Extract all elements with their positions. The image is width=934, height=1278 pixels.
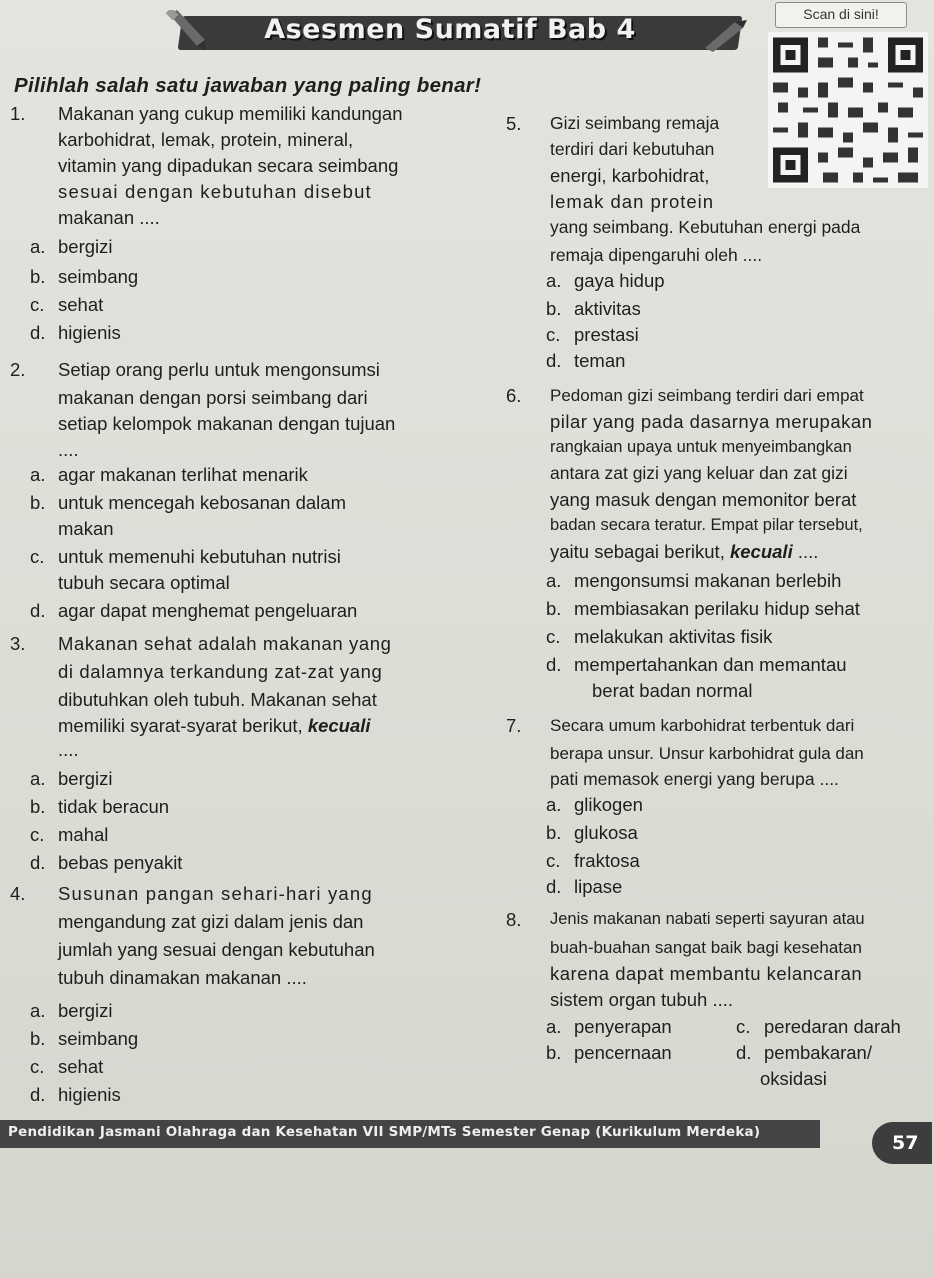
option-text: oksidasi: [760, 1068, 827, 1089]
question-line: yaitu sebagai berikut, kecuali ....: [550, 541, 819, 562]
footer: [0, 1118, 820, 1150]
answer-option[interactable]: [30, 464, 308, 486]
question-line: setiap kelompok makanan dengan tujuan: [58, 413, 396, 434]
option-text: glukosa: [574, 822, 638, 843]
option-letter: a.: [30, 768, 46, 789]
option-text: seimbang: [58, 1028, 139, 1049]
answer-option[interactable]: [546, 350, 625, 372]
answer-option[interactable]: [30, 796, 169, 818]
question-7: [506, 712, 930, 796]
emphasis-kecuali: kecuali: [307, 715, 371, 736]
option-letter: b.: [546, 822, 562, 843]
option-letter: a.: [546, 1016, 562, 1037]
option-letter: a.: [546, 270, 562, 291]
question-line: makanan ....: [58, 207, 160, 228]
option-text: agar dapat menghemat pengeluaran: [58, 600, 358, 621]
option-letter: c.: [546, 324, 561, 345]
question-line: lemak dan protein: [550, 191, 715, 212]
question-2: [10, 356, 450, 460]
option-letter: a.: [30, 464, 46, 485]
answer-option[interactable]: [30, 824, 108, 846]
question-line: sesuai dengan kebutuhan disebut: [58, 181, 372, 202]
option-text: higienis: [58, 1084, 121, 1105]
option-letter: d.: [30, 322, 46, 343]
question-line: sistem organ tubuh ....: [550, 989, 734, 1010]
option-text: pencernaan: [574, 1042, 672, 1063]
answer-option-continued: [58, 518, 114, 540]
question-5: [506, 110, 930, 270]
answer-option[interactable]: [30, 322, 121, 344]
question-8: [506, 906, 930, 1016]
header-banner: [150, 6, 750, 56]
option-letter: c.: [736, 1016, 751, 1037]
answer-option[interactable]: [30, 492, 346, 514]
option-text: makan: [58, 518, 114, 539]
answer-option[interactable]: [546, 794, 643, 816]
option-letter: a.: [546, 794, 562, 815]
answer-option[interactable]: [30, 1084, 121, 1106]
option-text: sehat: [58, 1056, 104, 1077]
option-letter: a.: [30, 236, 46, 257]
option-text: lipase: [574, 876, 623, 897]
answer-option[interactable]: [546, 598, 860, 620]
pencil-icon: [165, 10, 207, 50]
question-number: 3.: [10, 633, 26, 654]
question-number: 2.: [10, 359, 26, 380]
question-number: 5.: [506, 113, 522, 134]
question-4: [10, 880, 450, 992]
option-letter: c.: [30, 294, 45, 315]
option-text: bergizi: [58, 768, 113, 789]
question-line: karena dapat membantu kelancaran: [550, 963, 863, 984]
answer-option[interactable]: [546, 654, 847, 676]
option-text: membiasakan perilaku hidup sehat: [574, 598, 860, 619]
question-number: 7.: [506, 715, 522, 736]
option-letter: d.: [546, 654, 562, 675]
answer-option[interactable]: [30, 294, 103, 316]
answer-option-continued: [58, 572, 230, 594]
question-line: Makanan yang cukup memiliki kandungan: [58, 103, 403, 124]
option-letter: b.: [546, 298, 562, 319]
question-line: mengandung zat gizi dalam jenis dan: [58, 911, 364, 932]
question-line: terdiri dari kebutuhan: [550, 139, 715, 159]
question-line: karbohidrat, lemak, protein, mineral,: [58, 129, 354, 150]
question-line: energi, karbohidrat,: [550, 165, 710, 186]
option-letter: b.: [30, 492, 46, 513]
question-number: 4.: [10, 883, 26, 904]
option-letter: c.: [30, 1056, 45, 1077]
question-number: 6.: [506, 385, 522, 406]
answer-option-continued: [760, 1068, 827, 1090]
question-line: ....: [58, 739, 79, 760]
option-letter: a.: [546, 570, 562, 591]
footer-book-title: Pendidikan Jasmani Olahraga dan Kesehatan VII SMP/MTs Semester Genap (Kurikulum Merdeka): [8, 1124, 761, 1140]
question-line: Makanan sehat adalah makanan yang: [58, 633, 392, 654]
option-letter: d.: [30, 600, 46, 621]
option-letter: b.: [546, 598, 562, 619]
option-letter: b.: [30, 266, 46, 287]
option-text: bebas penyakit: [58, 852, 183, 873]
answer-option[interactable]: [30, 236, 113, 258]
option-text: bergizi: [58, 1000, 113, 1021]
page-number: 57: [892, 1132, 919, 1154]
question-3: [10, 630, 450, 760]
question-number: 8.: [506, 909, 522, 930]
question-line: berapa unsur. Unsur karbohidrat gula dan: [550, 744, 864, 763]
question-line: Gizi seimbang remaja: [550, 113, 720, 133]
answer-option[interactable]: [546, 850, 640, 872]
option-text: bergizi: [58, 236, 113, 257]
answer-option[interactable]: [546, 626, 772, 648]
option-letter: c.: [546, 626, 561, 647]
option-text: pembakaran/: [764, 1042, 872, 1063]
option-text: teman: [574, 350, 626, 371]
option-letter: b.: [30, 1028, 46, 1049]
answer-option[interactable]: [736, 1016, 901, 1038]
option-text: higienis: [58, 322, 121, 343]
option-letter: b.: [546, 1042, 562, 1063]
question-line: yang masuk dengan memonitor berat: [550, 489, 857, 510]
question-line: vitamin yang dipadukan secara seimbang: [58, 155, 399, 176]
option-text: penyerapan: [574, 1016, 672, 1037]
option-letter: d.: [30, 1084, 46, 1105]
question-line: Secara umum karbohidrat terbentuk dari: [550, 716, 855, 735]
option-letter: d.: [546, 350, 562, 371]
pencil-icon: [705, 20, 747, 52]
option-text: aktivitas: [574, 298, 641, 319]
option-text: agar makanan terlihat menarik: [58, 464, 308, 485]
answer-option[interactable]: [30, 1056, 103, 1078]
option-text: mengonsumsi makanan berlebih: [574, 570, 842, 591]
option-text: seimbang: [58, 266, 139, 287]
option-text: tidak beracun: [58, 796, 170, 817]
question-line: pilar yang pada dasarnya merupakan: [550, 411, 873, 432]
option-text: fraktosa: [574, 850, 640, 871]
answer-option[interactable]: [30, 266, 138, 288]
question-line: remaja dipengaruhi oleh ....: [550, 245, 763, 265]
question-line: rangkaian upaya untuk menyeimbangkan: [550, 438, 852, 456]
answer-option[interactable]: [736, 1042, 872, 1064]
question-line: Setiap orang perlu untuk mengonsumsi: [58, 359, 380, 380]
option-text: glikogen: [574, 794, 643, 815]
answer-option[interactable]: [30, 600, 357, 622]
question-line: tubuh dinamakan makanan ....: [58, 967, 307, 988]
option-text: mahal: [58, 824, 109, 845]
question-6: [506, 382, 930, 572]
option-letter: d.: [30, 852, 46, 873]
question-line: jumlah yang sesuai dengan kebutuhan: [58, 939, 375, 960]
answer-option[interactable]: [30, 768, 113, 790]
option-text: tubuh secara optimal: [58, 572, 230, 593]
option-letter: d.: [546, 876, 562, 897]
question-line: Jenis makanan nabati seperti sayuran atau: [550, 910, 865, 928]
option-letter: c.: [546, 850, 561, 871]
option-text: peredaran darah: [764, 1016, 901, 1037]
scan-label: Scan di sini!: [775, 2, 907, 28]
answer-option[interactable]: [30, 546, 341, 568]
option-letter: a.: [30, 1000, 46, 1021]
option-text: gaya hidup: [574, 270, 665, 291]
instruction-text: Pilihlah salah satu jawaban yang paling benar!: [14, 74, 482, 97]
option-letter: d.: [736, 1042, 752, 1063]
option-text: berat badan normal: [592, 680, 753, 701]
option-text: sehat: [58, 294, 104, 315]
answer-option[interactable]: [546, 1016, 672, 1038]
question-line: Pedoman gizi seimbang terdiri dari empat: [550, 386, 864, 405]
option-text: melakukan aktivitas fisik: [574, 626, 773, 647]
answer-option[interactable]: [546, 270, 665, 292]
question-line: antara zat gizi yang keluar dan zat gizi: [550, 463, 848, 483]
option-text: mempertahankan dan memantau: [574, 654, 847, 675]
option-text: untuk memenuhi kebutuhan nutrisi: [58, 546, 341, 567]
answer-option[interactable]: [30, 1000, 113, 1022]
answer-option[interactable]: [546, 822, 638, 844]
question-line: buah-buahan sangat baik bagi kesehatan: [550, 938, 862, 957]
option-text: prestasi: [574, 324, 639, 345]
option-letter: c.: [30, 824, 45, 845]
answer-option[interactable]: [546, 324, 639, 346]
question-line: di dalamnya terkandung zat-zat yang: [58, 661, 383, 682]
page-title: Asesmen Sumatif Bab 4: [264, 14, 636, 45]
question-number: 1.: [10, 103, 26, 124]
question-line: yang seimbang. Kebutuhan energi pada: [550, 217, 861, 237]
question-line: makanan dengan porsi seimbang dari: [58, 387, 368, 408]
option-letter: b.: [30, 796, 46, 817]
answer-option[interactable]: [30, 1028, 138, 1050]
question-line: memiliki syarat-syarat berikut, kecuali: [58, 715, 371, 736]
option-letter: c.: [30, 546, 45, 567]
answer-option[interactable]: [546, 876, 622, 898]
answer-option[interactable]: [546, 298, 641, 320]
question-line: dibutuhkan oleh tubuh. Makanan sehat: [58, 689, 377, 710]
option-text: untuk mencegah kebosanan dalam: [58, 492, 346, 513]
answer-option[interactable]: [546, 1042, 672, 1064]
question-line: Susunan pangan sehari-hari yang: [58, 883, 373, 904]
question-line: pati memasok energi yang berupa ....: [550, 769, 839, 789]
answer-option[interactable]: [546, 570, 841, 592]
page-number-badge: [872, 1122, 932, 1164]
answer-option[interactable]: [30, 852, 182, 874]
question-line: badan secara teratur. Empat pilar tersebut,: [550, 516, 863, 534]
emphasis-kecuali: kecuali: [729, 541, 793, 562]
question-line: ....: [58, 439, 79, 460]
answer-option-continued: [592, 680, 752, 702]
